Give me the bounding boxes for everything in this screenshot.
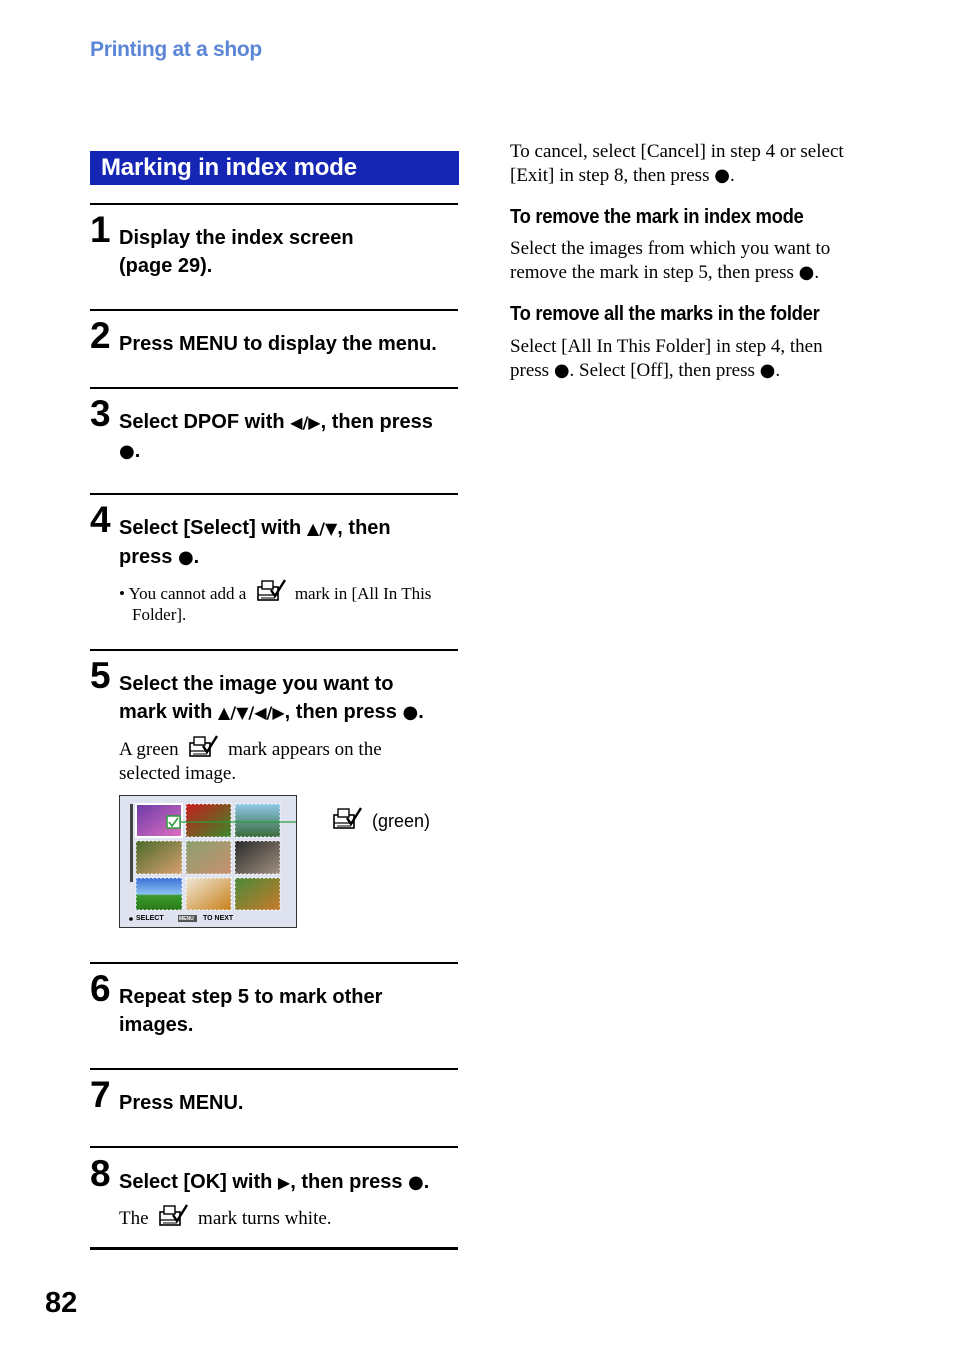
remove-mark-heading: To remove the mark in index mode bbox=[510, 206, 804, 228]
print-mark-icon bbox=[331, 806, 363, 832]
center-button-icon: ● bbox=[408, 1172, 424, 1193]
print-mark-icon bbox=[187, 734, 219, 760]
next-hint: TO NEXT bbox=[203, 915, 234, 922]
print-mark-icon bbox=[157, 1203, 189, 1229]
index-screen-illustration bbox=[119, 795, 297, 928]
step-instruction: Press MENU to display the menu. bbox=[119, 333, 437, 355]
divider bbox=[90, 309, 458, 311]
step-instruction: Select [Select] with ▲/▼, then press ●. bbox=[119, 517, 391, 568]
page-header: Printing at a shop bbox=[90, 38, 262, 61]
step-body: The mark turns white. bbox=[119, 1203, 459, 1231]
step-number: 5 bbox=[90, 655, 111, 696]
right-arrow-icon: ▶ bbox=[277, 1173, 291, 1192]
step-instruction: Repeat step 5 to mark other images. bbox=[119, 986, 383, 1036]
center-button-icon: ● bbox=[714, 165, 730, 186]
step-instruction: Select the image you want to mark with ▲/▼/◀/▶, then press ●. bbox=[119, 673, 424, 723]
remove-all-heading: To remove all the marks in the folder bbox=[510, 303, 820, 325]
remove-mark-text: Select the images from which you want to remove the mark in step 5, then press ●. bbox=[510, 238, 831, 283]
step-note: • You cannot add a mark in [All In This Folder]. bbox=[119, 578, 459, 625]
center-button-icon: ● bbox=[402, 702, 419, 723]
remove-all-text: Select [All In This Folder] in step 4, then press ●. Select [Off], then press ●. bbox=[510, 336, 823, 381]
divider bbox=[90, 1247, 458, 1250]
center-button-icon: ● bbox=[759, 360, 776, 381]
center-button-icon: ● bbox=[553, 360, 570, 381]
divider bbox=[90, 387, 458, 389]
step-number: 6 bbox=[90, 968, 111, 1009]
select-hint: SELECT bbox=[136, 915, 164, 922]
direction-arrows-icon: ▲/▼/◀/▶ bbox=[217, 703, 285, 722]
step-instruction: Display the index screen (page 29). bbox=[119, 227, 354, 277]
divider bbox=[90, 962, 458, 964]
center-button-icon: ● bbox=[798, 262, 815, 283]
cancel-instructions: To cancel, select [Cancel] in step 4 or select [Exit] in step 8, then press ●. bbox=[510, 141, 844, 186]
step-number: 4 bbox=[90, 499, 111, 540]
step-number: 8 bbox=[90, 1153, 111, 1194]
step-number: 1 bbox=[90, 209, 111, 250]
menu-badge: MENU bbox=[179, 916, 194, 922]
print-mark-icon bbox=[255, 578, 287, 604]
thumbnail-grid bbox=[120, 796, 296, 927]
step-body: A green mark appears on the selected image. bbox=[119, 734, 459, 786]
step-number: 3 bbox=[90, 393, 111, 434]
step-instruction: Select [OK] with ▶, then press ●. bbox=[119, 1171, 430, 1193]
divider bbox=[90, 203, 458, 205]
step-instruction: Select DPOF with ◀/▶, then press ●. bbox=[119, 411, 433, 462]
left-right-arrows-icon: ◀/▶ bbox=[290, 413, 321, 432]
divider bbox=[90, 1146, 458, 1148]
green-mark-callout: (green) bbox=[331, 806, 430, 832]
section-title: Marking in index mode bbox=[90, 151, 459, 185]
center-button-icon: ● bbox=[119, 441, 135, 462]
divider bbox=[90, 649, 458, 651]
page-number: 82 bbox=[45, 1287, 78, 1319]
step-number: 7 bbox=[90, 1074, 111, 1115]
divider bbox=[90, 493, 458, 495]
up-down-arrows-icon: ▲/▼ bbox=[306, 519, 338, 538]
step-instruction: Press MENU. bbox=[119, 1092, 244, 1114]
center-button-icon: ● bbox=[177, 547, 194, 568]
step-number: 2 bbox=[90, 315, 111, 356]
divider bbox=[90, 1068, 458, 1070]
